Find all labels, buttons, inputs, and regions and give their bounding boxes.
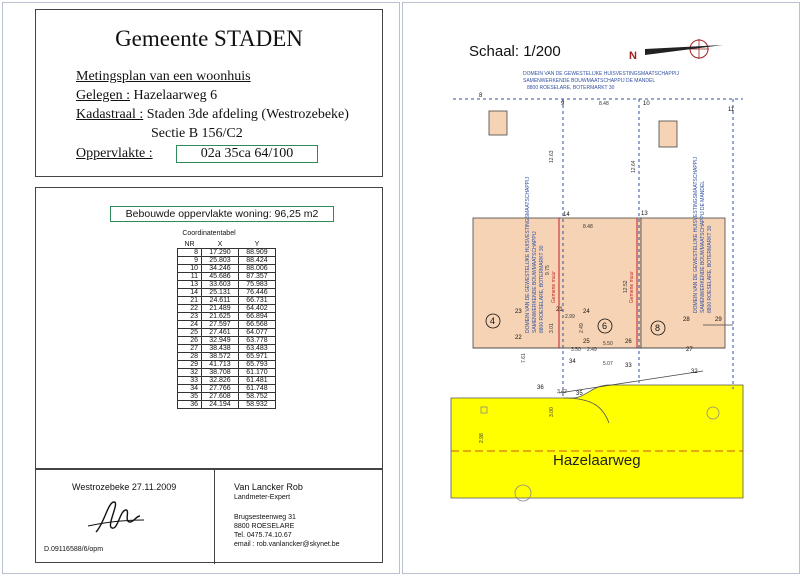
point-label: 24 — [583, 309, 590, 315]
col-nr: NR — [184, 240, 195, 248]
cell-nr: 10 — [178, 265, 202, 273]
point-label: 22 — [515, 335, 522, 341]
cell-x: 32.826 — [202, 377, 239, 385]
dimension-label: 2.49 — [587, 347, 597, 353]
table-row — [178, 361, 276, 369]
cell-x: 38.708 — [202, 369, 239, 377]
table-row — [178, 329, 276, 337]
table-row — [178, 289, 276, 297]
point-label: 33 — [625, 363, 632, 369]
dimension-label: 12.63 — [549, 150, 555, 163]
right-sheet — [402, 2, 800, 574]
cell-y: 88.424 — [239, 257, 276, 265]
cadastre-value: Staden 3de afdeling (Westrozebeke) — [146, 107, 349, 122]
place-date: Westrozebeke 27.11.2009 — [72, 482, 177, 492]
table-row — [178, 345, 276, 353]
table-row — [178, 265, 276, 273]
cell-x: 32.949 — [202, 337, 239, 345]
cell-x: 38.438 — [202, 345, 239, 353]
scale-label: Schaal: 1/200 — [469, 43, 561, 60]
svg-text:SAMENWERKENDE BOUWMAATSCHAPPIJ: SAMENWERKENDE BOUWMAATSCHAPPIJ DE MANDEL — [523, 78, 656, 84]
cell-y: 61.481 — [239, 377, 276, 385]
cell-y: 61.748 — [239, 385, 276, 393]
dimension-label: 3.42 — [557, 389, 567, 395]
owner-left — [525, 177, 545, 333]
table-row — [178, 273, 276, 281]
table-row — [178, 401, 276, 409]
cell-y: 75.983 — [239, 281, 276, 289]
cell-y: 65.793 — [239, 361, 276, 369]
document-title: Gemeente STADEN — [115, 26, 303, 51]
dimension-label: 8.48 — [583, 224, 593, 230]
cell-nr: 25 — [178, 329, 202, 337]
plan-title: Metingsplan van een woonhuis — [76, 69, 251, 84]
point-label: 13 — [641, 211, 648, 217]
table-row — [178, 369, 276, 377]
table-row — [178, 353, 276, 361]
dimension-label: 3.50 — [571, 347, 581, 353]
parcels — [473, 111, 725, 348]
house-number-4: 4 — [490, 316, 496, 326]
cell-y: 58.932 — [239, 401, 276, 409]
cell-nr: 23 — [178, 313, 202, 321]
point-label: 27 — [686, 347, 693, 353]
footer-panel — [35, 469, 383, 563]
location-value: Hazelaarweg 6 — [133, 88, 218, 103]
dimension-label: 2.99 — [565, 314, 575, 320]
table-title: Coordinatentabel — [182, 230, 236, 237]
table-row — [178, 313, 276, 321]
location-label: Gelegen : — [76, 88, 131, 103]
cell-x: 27.461 — [202, 329, 239, 337]
table-row — [178, 321, 276, 329]
point-label: 9 — [561, 101, 565, 107]
dimension-label: 3.01 — [549, 323, 555, 333]
dimension-label: 2.98 — [479, 433, 485, 443]
cell-nr: 28 — [178, 353, 202, 361]
cell-x: 17.290 — [202, 249, 239, 257]
cell-x: 25.131 — [202, 289, 239, 297]
col-y: Y — [254, 240, 260, 248]
house-number-6: 6 — [602, 321, 608, 331]
reference: D.09116588/6/opm — [44, 546, 104, 553]
point-label: 10 — [643, 101, 650, 107]
cell-y: 66.894 — [239, 313, 276, 321]
cell-y: 63.778 — [239, 337, 276, 345]
site-plan — [403, 3, 799, 573]
svg-text:8800 ROESELARE, BOTERMARKT 30: 8800 ROESELARE, BOTERMARKT 30 — [707, 225, 713, 313]
cell-nr: 11 — [178, 273, 202, 281]
coordinates-panel — [35, 187, 383, 469]
col-x: X — [217, 240, 223, 248]
dimension-label: 5.07 — [603, 361, 613, 367]
area-value: 02a 35ca 64/100 — [176, 145, 318, 163]
svg-text:8800 ROESELARE, BOTERMARKT 30: 8800 ROESELARE, BOTERMARKT 30 — [539, 245, 545, 333]
cell-nr: 33 — [178, 377, 202, 385]
table-row — [178, 337, 276, 345]
street: Brugsesteenweg 31 — [234, 514, 296, 521]
table-row — [178, 249, 276, 257]
surveyor-title: Landmeter-Expert — [234, 494, 291, 501]
point-label: 26 — [625, 339, 632, 345]
phone: Tel. 0475.74.10.67 — [234, 532, 292, 539]
table-row — [178, 281, 276, 289]
surveyor-name: Van Lancker Rob — [234, 482, 303, 492]
cell-nr: 32 — [178, 369, 202, 377]
cell-y: 87.357 — [239, 273, 276, 281]
house-number-8: 8 — [655, 323, 661, 333]
cell-nr: 9 — [178, 257, 202, 265]
cell-y: 88.909 — [239, 249, 276, 257]
point-label: 14 — [563, 212, 570, 218]
cell-nr: 36 — [178, 401, 202, 409]
point-label: 29 — [715, 317, 722, 323]
street-area — [451, 385, 743, 498]
coordinates-table — [177, 240, 276, 409]
cell-nr: 13 — [178, 281, 202, 289]
dimension-label: 3.00 — [549, 407, 555, 417]
point-label: 23 — [515, 309, 522, 315]
point-label: 8 — [479, 93, 483, 99]
cell-x: 25.803 — [202, 257, 239, 265]
point-label: 21 — [556, 307, 563, 313]
cell-nr: 21 — [178, 297, 202, 305]
cell-x: 27.608 — [202, 393, 239, 401]
footer-divider — [214, 470, 215, 564]
cell-x: 38.572 — [202, 353, 239, 361]
cell-x: 21.489 — [202, 305, 239, 313]
point-label: 35 — [576, 391, 583, 397]
cell-nr: 34 — [178, 385, 202, 393]
cell-y: 58.752 — [239, 393, 276, 401]
cadastre-line — [76, 107, 349, 123]
cell-y: 63.483 — [239, 345, 276, 353]
cell-nr: 27 — [178, 345, 202, 353]
svg-text:DOMEIN VAN DE GEWESTELIJKE HUI: DOMEIN VAN DE GEWESTELIJKE HUISVESTINGSMAATSCHAPPIJ — [523, 71, 679, 77]
cell-nr: 35 — [178, 393, 202, 401]
dimension-label: 5.50 — [603, 341, 613, 347]
dimension-label: 2.49 — [579, 323, 585, 333]
dimension-label: 7.61 — [521, 353, 527, 363]
cell-y: 88.006 — [239, 265, 276, 273]
city: 8800 ROESELARE — [234, 523, 295, 530]
svg-text:SAMENWERKENDE BOUWMAATSCHAPPIJ: SAMENWERKENDE BOUWMAATSCHAPPIJ — [532, 231, 538, 333]
cell-x: 24.611 — [202, 297, 239, 305]
wall-label-2: Gemene muur — [629, 271, 635, 303]
cell-y: 61.170 — [239, 369, 276, 377]
built-area: Bebouwde oppervlakte woning: 96,25 m2 — [110, 206, 334, 222]
svg-text:DOMEIN VAN DE GEWESTELIJKE HUI: DOMEIN VAN DE GEWESTELIJKE HUISVESTINGSMAATSCHAPPIJ — [693, 157, 699, 313]
svg-text:DOMEIN VAN DE GEWESTELIJKE HUI: DOMEIN VAN DE GEWESTELIJKE HUISVESTINGSMAATSCHAPPIJ — [525, 177, 531, 333]
point-label: 32 — [691, 369, 698, 375]
cell-x: 27.597 — [202, 321, 239, 329]
left-sheet — [2, 2, 400, 574]
cell-y: 65.971 — [239, 353, 276, 361]
dimension-label: 8.48 — [599, 101, 609, 107]
owner-top — [523, 71, 679, 91]
owner-right — [693, 157, 713, 313]
cell-x: 33.603 — [202, 281, 239, 289]
cell-nr: 26 — [178, 337, 202, 345]
table-row — [178, 297, 276, 305]
point-label: 36 — [537, 385, 544, 391]
point-label: 25 — [583, 339, 590, 345]
email: email : rob.vanlancker@skynet.be — [234, 541, 340, 548]
cell-x: 34.246 — [202, 265, 239, 273]
cell-x: 24.194 — [202, 401, 239, 409]
cell-nr: 22 — [178, 305, 202, 313]
table-row — [178, 377, 276, 385]
cell-y: 64.077 — [239, 329, 276, 337]
street-name: Hazelaarweg — [553, 452, 641, 469]
cell-x: 21.625 — [202, 313, 239, 321]
cell-x: 45.686 — [202, 273, 239, 281]
table-row — [178, 257, 276, 265]
cell-y: 76.446 — [239, 289, 276, 297]
location-line — [76, 88, 217, 104]
cell-nr: 8 — [178, 249, 202, 257]
section-value: Sectie B 156/C2 — [151, 126, 243, 141]
point-label: 28 — [683, 317, 690, 323]
signature — [86, 496, 146, 536]
dimension-label: 9.75 — [545, 265, 551, 275]
cell-y: 66.731 — [239, 297, 276, 305]
svg-text:8800 ROESELARE, BOTERMARKT 30: 8800 ROESELARE, BOTERMARKT 30 — [527, 85, 615, 91]
table-row — [178, 385, 276, 393]
table-row — [178, 305, 276, 313]
cell-y: 64.402 — [239, 305, 276, 313]
north-label: N — [629, 50, 637, 62]
cell-nr: 24 — [178, 321, 202, 329]
cadastre-label: Kadastraal : — [76, 107, 144, 122]
north-arrow — [629, 39, 723, 62]
dimension-label: 12.52 — [623, 280, 629, 293]
cell-nr: 29 — [178, 361, 202, 369]
svg-text:SAMENWERKENDE BOUWMAATSCHAPPIJ: SAMENWERKENDE BOUWMAATSCHAPPIJ DE MANDEL — [700, 180, 706, 313]
wall-label-1: Gemene muur — [551, 271, 557, 303]
table-row — [178, 393, 276, 401]
header-panel — [35, 9, 383, 177]
cell-x: 27.766 — [202, 385, 239, 393]
point-label: 11 — [728, 107, 735, 113]
dimension-label: 12.64 — [631, 160, 637, 173]
area-label: Oppervlakte : — [76, 146, 153, 161]
cell-nr: 14 — [178, 289, 202, 297]
cell-x: 41.713 — [202, 361, 239, 369]
cell-y: 66.568 — [239, 321, 276, 329]
point-label: 34 — [569, 359, 576, 365]
